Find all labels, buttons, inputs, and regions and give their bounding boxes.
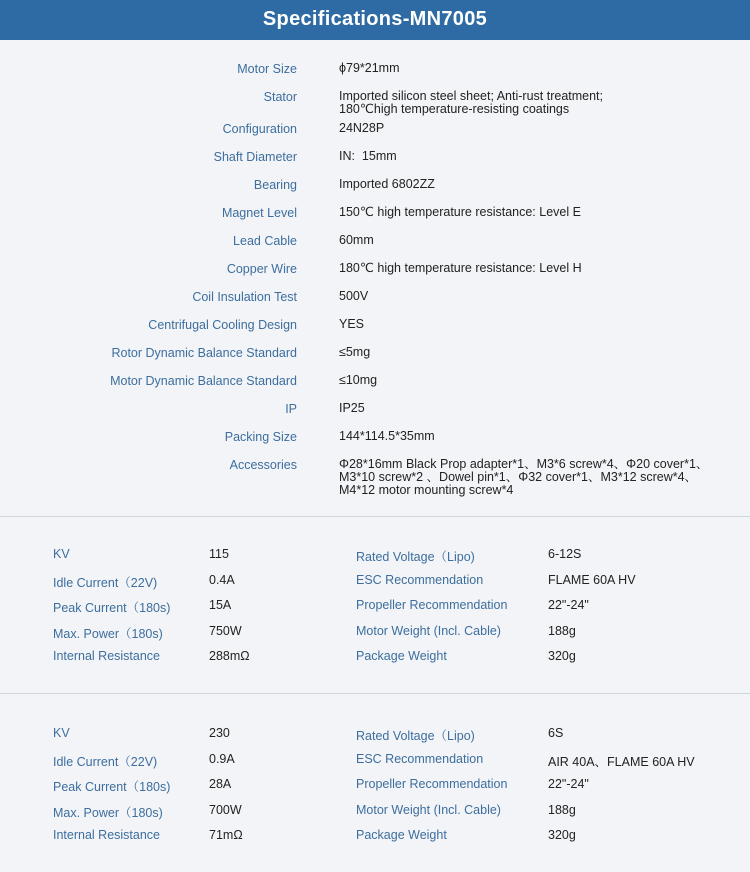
spec-label: Motor Dynamic Balance Standard	[110, 374, 297, 388]
spec-label: Stator	[263, 90, 297, 104]
section-divider	[0, 693, 750, 694]
perf-value: 750W	[209, 623, 242, 638]
spec-label: Bearing	[253, 178, 297, 192]
perf-label: Rated Voltage（Lipo)	[356, 729, 475, 743]
perf-label: Internal Resistance	[53, 828, 161, 842]
perf-value: 188g	[548, 623, 576, 638]
perf-value: 0.4A	[209, 572, 235, 587]
spec-value: YES	[339, 317, 365, 331]
spec-value: 60mm	[339, 233, 374, 247]
spec-label: Shaft Diameter	[213, 150, 297, 164]
page-title: Specifications-MN7005	[0, 0, 750, 40]
section-divider	[0, 516, 750, 517]
perf-row	[0, 598, 750, 614]
perf-label: KV	[53, 547, 70, 561]
perf-row	[0, 547, 750, 563]
spec-value: IN: 15mm	[339, 149, 397, 163]
perf-label: KV	[53, 726, 70, 740]
perf-row	[0, 726, 750, 742]
perf-value: AIR 40A、FLAME 60A HV	[548, 754, 695, 769]
perf-value: 230	[209, 726, 230, 740]
spec-label: Lead Cable	[233, 234, 297, 248]
spec-value: 500V	[339, 289, 369, 303]
spec-value: ≤10mg	[339, 373, 378, 387]
perf-label: Motor Weight (Incl. Cable)	[356, 623, 501, 638]
perf-label: Idle Current（22V)	[53, 754, 158, 769]
spec-value: Imported silicon steel sheet; Anti-rust treatment; 180℃high temperature-resisting coatings	[339, 89, 604, 116]
perf-value: FLAME 60A HV	[548, 572, 636, 587]
spec-value: Φ28*16mm Black Prop adapter*1、M3*6 screw*4、Φ20 cover*1、 M3*10 screw*2 、Dowel pin*1、Φ32 cover*1、M3*12 screw*4、 M4*12 motor mounting screw*4	[339, 457, 709, 497]
spec-value: IP25	[339, 401, 365, 415]
perf-value: 71mΩ	[209, 828, 243, 842]
perf-row	[0, 777, 750, 793]
spec-label: Coil Insulation Test	[192, 290, 297, 304]
perf-row	[0, 649, 750, 665]
spec-label: Accessories	[229, 458, 297, 472]
spec-value: 150℃ high temperature resistance: Level E	[339, 205, 581, 219]
perf-value: 15A	[209, 598, 232, 612]
spec-label: Packing Size	[224, 430, 297, 444]
perf-value: 28A	[209, 777, 232, 791]
perf-label: Internal Resistance	[53, 649, 161, 663]
perf-label: Max. Power（180s)	[53, 805, 163, 820]
spec-label: Configuration	[222, 122, 297, 136]
perf-row	[0, 828, 750, 844]
perf-value: 115	[209, 547, 229, 561]
spec-value: 144*114.5*35mm	[339, 429, 435, 443]
perf-label: Max. Power（180s)	[53, 626, 163, 641]
spec-value: ϕ79*21mm	[339, 61, 400, 75]
perf-label: Motor Weight (Incl. Cable)	[356, 802, 501, 817]
spec-label: Copper Wire	[226, 262, 297, 276]
perf-row	[0, 573, 750, 589]
spec-value: 24N28P	[339, 121, 385, 135]
spec-label: Centrifugal Cooling Design	[148, 318, 297, 332]
spec-value: ≤5mg	[339, 345, 371, 359]
spec-label: Magnet Level	[221, 206, 297, 220]
perf-value: 0.9A	[209, 751, 235, 766]
perf-row	[0, 624, 750, 640]
perf-label: ESC Recommendation	[356, 572, 484, 587]
perf-label: Peak Current（180s)	[53, 780, 171, 794]
perf-label: Rated Voltage（Lipo)	[356, 550, 475, 564]
perf-value: 22"-24"	[548, 598, 589, 612]
perf-label: ESC Recommendation	[356, 751, 484, 766]
perf-label: Idle Current（22V)	[53, 575, 158, 590]
perf-label: Propeller Recommendation	[356, 777, 508, 791]
perf-row	[0, 752, 750, 768]
perf-value: 22"-24"	[548, 777, 589, 791]
spec-label: Rotor Dynamic Balance Standard	[111, 346, 297, 360]
perf-value: 700W	[209, 802, 242, 817]
spec-table	[0, 40, 750, 517]
spec-label: Motor Size	[237, 62, 297, 76]
perf-value: 320g	[548, 649, 576, 663]
perf-value: 6-12S	[548, 547, 582, 561]
perf-value: 288mΩ	[209, 649, 250, 663]
perf-value: 188g	[548, 802, 576, 817]
perf-label: Package Weight	[356, 828, 447, 842]
spec-value: Imported 6802ZZ	[339, 177, 435, 191]
spec-value: 180℃ high temperature resistance: Level H	[339, 261, 582, 275]
spec-label: IP	[285, 402, 297, 416]
perf-label: Propeller Recommendation	[356, 598, 508, 612]
perf-label: Peak Current（180s)	[53, 601, 171, 615]
perf-value: 320g	[548, 828, 576, 842]
perf-label: Package Weight	[356, 649, 447, 663]
perf-row	[0, 803, 750, 819]
perf-value: 6S	[548, 726, 564, 740]
